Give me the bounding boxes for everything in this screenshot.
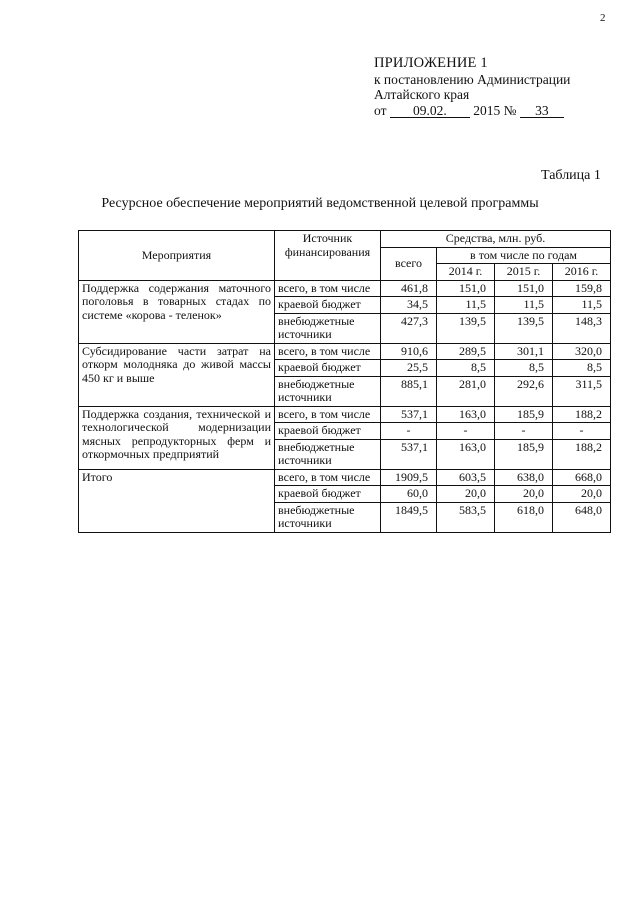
source-cell: всего, в том числе bbox=[275, 406, 381, 423]
source-cell: всего, в том числе bbox=[275, 343, 381, 360]
source-cell: всего, в том числе bbox=[275, 280, 381, 297]
total-cell: 885,1 bbox=[381, 376, 437, 406]
year-value-cell: 618,0 bbox=[495, 502, 553, 532]
year-value-cell: 188,2 bbox=[553, 406, 611, 423]
year-value-cell: 289,5 bbox=[437, 343, 495, 360]
year-value-cell: 163,0 bbox=[437, 439, 495, 469]
total-cell: 910,6 bbox=[381, 343, 437, 360]
year-value-cell: 139,5 bbox=[437, 313, 495, 343]
year-value-cell: 8,5 bbox=[437, 360, 495, 377]
resource-table bbox=[78, 230, 611, 533]
year-value-cell: 292,6 bbox=[495, 376, 553, 406]
year-value-cell: 188,2 bbox=[553, 439, 611, 469]
source-cell: внебюджетные источники bbox=[275, 502, 381, 532]
annex-line-2: Алтайского края bbox=[374, 87, 470, 102]
year-value-cell: 20,0 bbox=[553, 486, 611, 503]
year-value-cell: 20,0 bbox=[495, 486, 553, 503]
source-cell: внебюджетные источники bbox=[275, 313, 381, 343]
table-row bbox=[79, 406, 611, 423]
total-cell: 537,1 bbox=[381, 439, 437, 469]
year-value-cell: 151,0 bbox=[495, 280, 553, 297]
year-value-cell: 668,0 bbox=[553, 469, 611, 486]
source-cell: внебюджетные источники bbox=[275, 439, 381, 469]
year-value-cell: 281,0 bbox=[437, 376, 495, 406]
table-body bbox=[79, 280, 611, 532]
year-value-cell: 638,0 bbox=[495, 469, 553, 486]
header-source: Источник финансирования bbox=[275, 231, 381, 281]
year-value-cell: 11,5 bbox=[495, 297, 553, 314]
annex-title: ПРИЛОЖЕНИЕ 1 bbox=[374, 55, 488, 71]
document-title: Ресурсное обеспечение мероприятий ведомственной целевой программы bbox=[101, 196, 539, 211]
header-funds: Средства, млн. руб. bbox=[381, 231, 611, 248]
table-row bbox=[79, 343, 611, 360]
year-value-cell: 583,5 bbox=[437, 502, 495, 532]
total-cell: 60,0 bbox=[381, 486, 437, 503]
table-row bbox=[79, 280, 611, 297]
year-value-cell: 603,5 bbox=[437, 469, 495, 486]
table-row bbox=[79, 469, 611, 486]
total-cell: 34,5 bbox=[381, 297, 437, 314]
year-value-cell: 148,3 bbox=[553, 313, 611, 343]
year-value-cell: 185,9 bbox=[495, 406, 553, 423]
year-value-cell: - bbox=[437, 423, 495, 440]
activity-cell: Поддержка содержания маточного поголовья в товарных стадах по системе «корова - теленок» bbox=[79, 280, 275, 343]
year-value-cell: - bbox=[495, 423, 553, 440]
date-value: 09.02. bbox=[390, 104, 470, 118]
year-value-cell: 311,5 bbox=[553, 376, 611, 406]
total-cell: 25,5 bbox=[381, 360, 437, 377]
year-value-cell: 11,5 bbox=[553, 297, 611, 314]
year-value-cell: 8,5 bbox=[495, 360, 553, 377]
source-cell: краевой бюджет bbox=[275, 423, 381, 440]
year-value-cell: 151,0 bbox=[437, 280, 495, 297]
year-value-cell: 20,0 bbox=[437, 486, 495, 503]
header-by-years: в том числе по годам bbox=[437, 247, 611, 264]
year-value-cell: 185,9 bbox=[495, 439, 553, 469]
source-cell: краевой бюджет bbox=[275, 297, 381, 314]
date-prefix: от bbox=[374, 102, 387, 118]
total-cell: 1849,5 bbox=[381, 502, 437, 532]
year-value-cell: 320,0 bbox=[553, 343, 611, 360]
activity-cell: Субсидирование части затрат на откорм молодняка до живой массы 450 кг и выше bbox=[79, 343, 275, 406]
source-cell: краевой бюджет bbox=[275, 486, 381, 503]
total-cell: 537,1 bbox=[381, 406, 437, 423]
header-total: всего bbox=[381, 247, 437, 280]
header-year: 2014 г. bbox=[437, 264, 495, 281]
total-cell: 427,3 bbox=[381, 313, 437, 343]
source-cell: всего, в том числе bbox=[275, 469, 381, 486]
decree-number: 33 bbox=[520, 104, 564, 118]
year-value-cell: 139,5 bbox=[495, 313, 553, 343]
year-value-cell: 11,5 bbox=[437, 297, 495, 314]
year-value-cell: 301,1 bbox=[495, 343, 553, 360]
activity-cell: Итого bbox=[79, 469, 275, 532]
page-number: 2 bbox=[600, 12, 606, 24]
annex-block bbox=[374, 56, 570, 118]
year-value-cell: 159,8 bbox=[553, 280, 611, 297]
total-cell: - bbox=[381, 423, 437, 440]
source-cell: внебюджетные источники bbox=[275, 376, 381, 406]
table-number: Таблица 1 bbox=[541, 168, 601, 183]
year-text: 2015 № bbox=[473, 102, 517, 118]
header-activities: Мероприятия bbox=[79, 231, 275, 281]
activity-cell: Поддержка создания, технической и технологической модернизации мясных репродукторных ферм и откормочных предприятий bbox=[79, 406, 275, 469]
source-cell: краевой бюджет bbox=[275, 360, 381, 377]
annex-date-line bbox=[374, 103, 570, 119]
header-year: 2015 г. bbox=[495, 264, 553, 281]
year-value-cell: 8,5 bbox=[553, 360, 611, 377]
annex-line-1: к постановлению Администрации bbox=[374, 71, 571, 87]
total-cell: 461,8 bbox=[381, 280, 437, 297]
year-value-cell: 163,0 bbox=[437, 406, 495, 423]
total-cell: 1909,5 bbox=[381, 469, 437, 486]
header-year: 2016 г. bbox=[553, 264, 611, 281]
year-value-cell: 648,0 bbox=[553, 502, 611, 532]
year-value-cell: - bbox=[553, 423, 611, 440]
